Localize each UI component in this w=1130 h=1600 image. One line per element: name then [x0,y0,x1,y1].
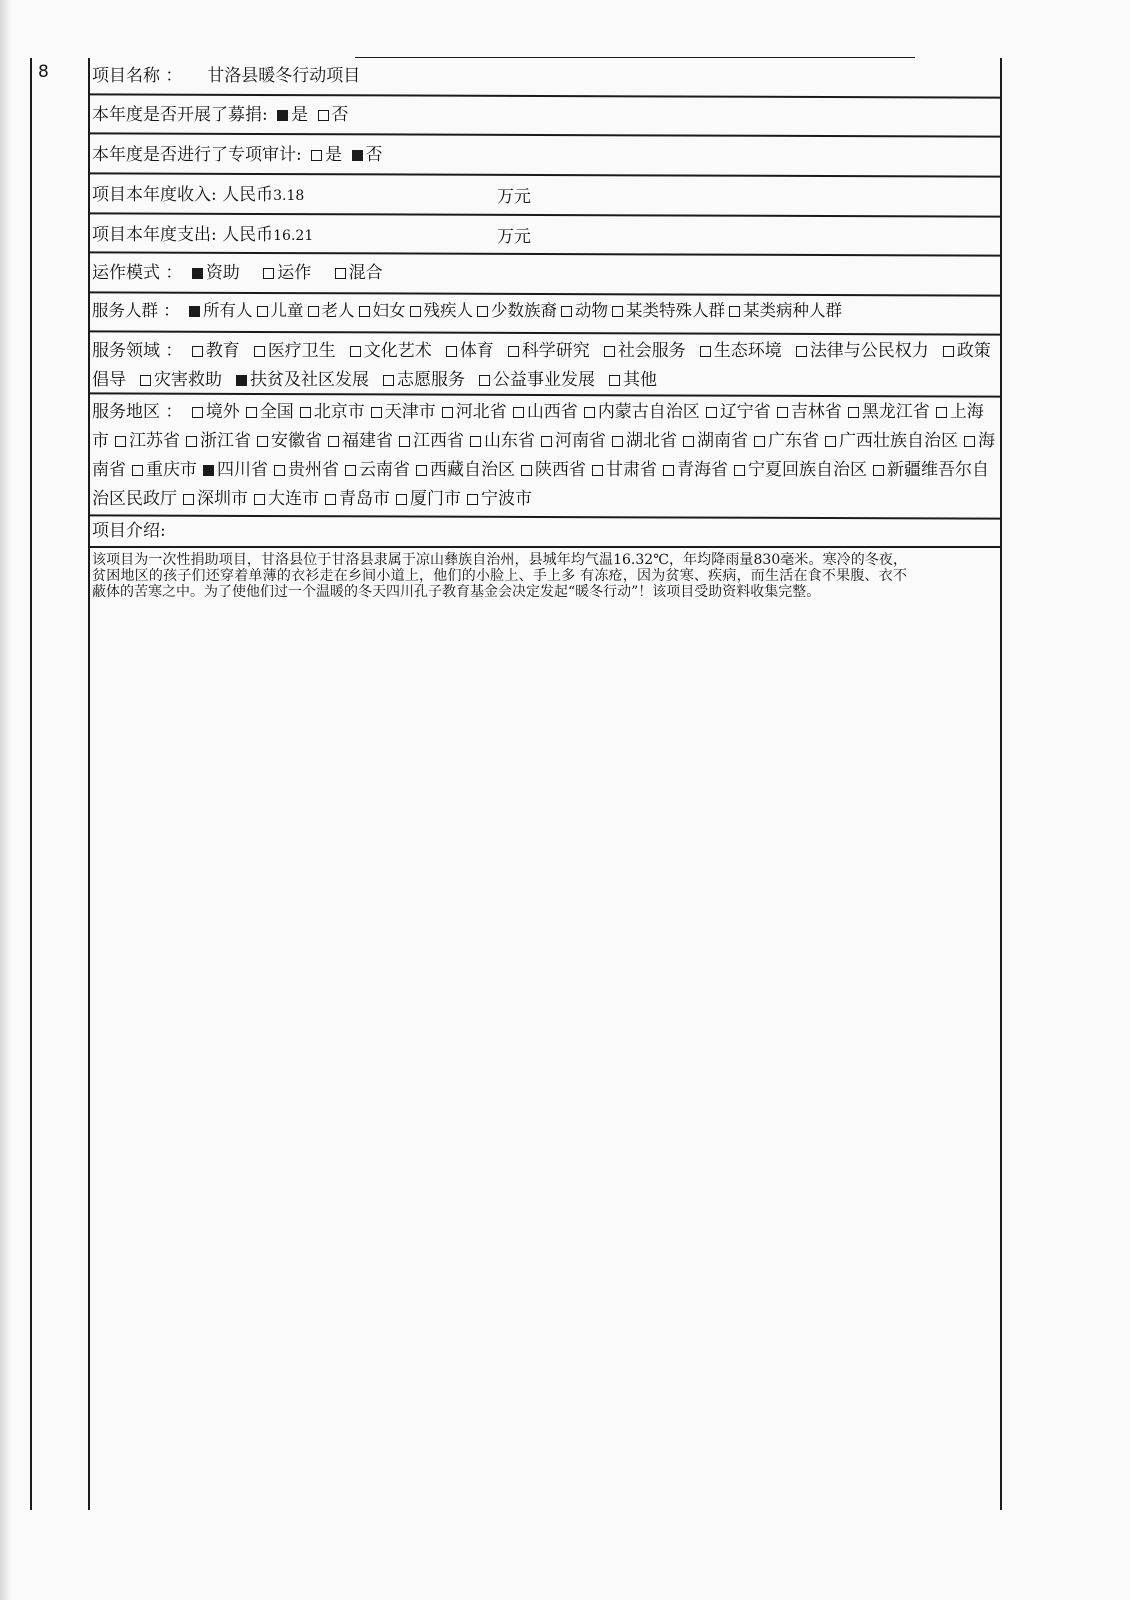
option-label: 其他 [623,370,657,390]
option-label: 老人 [321,301,355,320]
checkbox-checked-icon[interactable] [203,465,214,476]
service-field-option[interactable] [696,341,782,361]
option-label: 混合 [348,263,383,283]
checkbox-empty-icon[interactable] [383,375,394,386]
checkbox-empty-icon[interactable] [612,306,623,317]
checkbox-empty-icon[interactable] [964,436,975,447]
checkbox-empty-icon[interactable] [325,494,336,505]
checkbox-empty-icon[interactable] [359,306,370,317]
checkbox-empty-icon[interactable] [467,494,478,505]
option-label: 北京市 [313,402,365,422]
service-fields-options [92,341,991,390]
fundraising-option-yes[interactable] [273,105,308,125]
option-label: 妇女 [372,301,406,320]
option-label: 湖南省 [697,431,748,451]
checkbox-empty-icon[interactable] [943,346,954,357]
introduction-label: 项目介绍: [92,521,166,541]
service-region-option[interactable] [128,460,197,480]
special-audit-option-yes[interactable] [307,145,342,165]
option-label: 四川省 [217,460,268,480]
service-field-option[interactable] [605,370,657,390]
service-region-option[interactable] [438,402,507,422]
service-field-option[interactable] [475,370,595,390]
checkbox-checked-icon[interactable] [189,306,200,317]
introduction-text: 该项目为一次性捐助项目，甘洛县位于甘洛县隶属于凉山彝族自治州，县城年均气温16.32℃，年均降雨量830毫米。寒冷的冬夜，贫困地区的孩子们还穿着单薄的衣衫走在乡间小道上，他们的小脸上、手上多 有冻疮，因为贫寒、疾病，而生活在食不果腹、衣不蔽体的苦寒之中。为了使他们过一个温暖的冬天四川孔子教育基金会决定发起“暖冬行动”！该项目受助资料收集完整。 [92,552,907,600]
service-fields-field [92,337,1002,395]
expense-currency: 人民币 [222,225,274,245]
checkbox-empty-icon[interactable] [257,306,268,317]
checkbox-empty-icon[interactable] [592,465,603,476]
option-label: 厦门市 [410,489,461,509]
option-label: 动物 [575,301,608,320]
checkbox-empty-icon[interactable] [410,306,421,317]
option-label: 否 [365,145,383,165]
option-label: 青海省 [677,460,728,480]
option-label: 浙江省 [200,431,251,451]
service-region-option[interactable] [199,460,268,480]
option-label: 政策倡导 [92,341,991,390]
table-left-border [30,58,32,1510]
service-group-option[interactable] [185,301,253,320]
service-region-option[interactable] [773,402,842,422]
row-divider [88,546,1000,548]
option-label: 陕西省 [535,460,586,480]
checkbox-checked-icon[interactable] [192,268,203,279]
table-right-border [1000,58,1002,1510]
service-regions-options [92,402,995,509]
checkbox-empty-icon[interactable] [604,346,615,357]
row-divider [88,291,1000,296]
option-label: 全国 [259,402,294,422]
service-region-option[interactable] [844,402,930,422]
checkbox-empty-icon[interactable] [257,436,268,447]
checkbox-empty-icon[interactable] [936,407,947,418]
checkbox-empty-icon[interactable] [274,465,285,476]
expense-field [92,224,592,247]
option-label: 天津市 [384,402,436,422]
service-field-option[interactable] [232,370,369,390]
option-label: 文化艺术 [363,341,432,361]
checkbox-empty-icon[interactable] [734,465,745,476]
service-group-option[interactable] [608,301,725,320]
checkbox-empty-icon[interactable] [192,346,203,357]
option-label: 境外 [205,402,240,422]
checkbox-empty-icon[interactable] [513,407,524,418]
checkbox-empty-icon[interactable] [416,465,427,476]
checkbox-empty-icon[interactable] [318,110,329,121]
checkbox-empty-icon[interactable] [777,407,788,418]
option-label: 科学研究 [521,341,590,361]
option-label: 否 [331,105,349,125]
checkbox-empty-icon[interactable] [848,407,859,418]
service-group-option[interactable] [725,301,842,320]
checkbox-empty-icon[interactable] [345,465,356,476]
service-region-option[interactable] [730,460,867,480]
special-audit-option-no[interactable] [348,145,383,165]
row-divider [88,330,1000,335]
service-field-option[interactable] [442,341,494,361]
checkbox-empty-icon[interactable] [371,407,382,418]
checkbox-empty-icon[interactable] [477,306,488,317]
service-region-option[interactable] [517,460,586,480]
fundraising-field [92,104,349,126]
option-label: 广西壮族自治区 [839,431,958,451]
service-group-option[interactable] [253,301,304,320]
income-label: 项目本年度收入: [92,185,217,205]
option-label: 教育 [205,341,240,361]
operation-mode-label: 运作模式 ： [92,263,183,283]
service-region-option[interactable] [392,489,461,509]
expense-amount: 16.21 [273,228,314,244]
income-currency: 人民币 [222,185,274,205]
option-label: 安徽省 [271,431,322,451]
option-label: 吉林省 [790,402,842,422]
row-divider [88,514,1000,519]
service-groups-field [92,300,842,322]
service-region-option[interactable] [188,402,240,422]
checkbox-empty-icon[interactable] [663,465,674,476]
option-label: 重庆市 [146,460,197,480]
service-region-option[interactable] [679,431,748,451]
row-divider [88,93,1000,98]
operation-mode-field [92,262,383,284]
service-field-option[interactable] [188,341,240,361]
service-region-option[interactable] [395,431,464,451]
option-label: 河南省 [555,431,606,451]
option-label: 江西省 [413,431,464,451]
checkbox-empty-icon[interactable] [508,346,519,357]
service-groups-label: 服务人群 ： [92,301,180,320]
service-field-option[interactable] [250,341,336,361]
service-region-option[interactable] [296,402,365,422]
checkbox-checked-icon[interactable] [236,375,247,386]
option-label: 法律与公民权力 [809,341,929,361]
service-group-option[interactable] [557,301,608,320]
option-label: 山东省 [484,431,535,451]
checkbox-empty-icon[interactable] [396,494,407,505]
checkbox-empty-icon[interactable] [263,268,274,279]
option-label: 医疗卫生 [267,341,336,361]
checkbox-empty-icon[interactable] [246,407,257,418]
service-regions-label: 服务地区 ： [92,402,183,422]
row-divider [88,212,1000,217]
checkbox-empty-icon[interactable] [132,465,143,476]
fundraising-label: 本年度是否开展了募捐: [92,105,268,125]
service-region-option[interactable] [250,489,319,509]
checkbox-empty-icon[interactable] [350,346,361,357]
service-region-option[interactable] [412,460,515,480]
checkbox-empty-icon[interactable] [308,306,319,317]
checkbox-empty-icon[interactable] [140,375,151,386]
option-label: 儿童 [270,301,304,320]
service-fields-label: 服务领域 ： [92,341,183,361]
service-region-option[interactable] [367,402,436,422]
checkbox-empty-icon[interactable] [729,306,740,317]
option-label: 黑龙江省 [861,402,930,422]
checkbox-empty-icon[interactable] [399,436,410,447]
checkbox-empty-icon[interactable] [584,407,595,418]
expense-unit: 万元 [497,227,531,247]
service-region-option[interactable] [270,460,339,480]
service-region-option[interactable] [466,431,535,451]
option-label: 所有人 [203,301,253,320]
operation-mode-option[interactable] [188,263,240,283]
option-label: 公益事业发展 [493,370,595,390]
checkbox-empty-icon[interactable] [796,346,807,357]
option-label: 上海市 [92,402,984,451]
checkbox-empty-icon[interactable] [335,268,346,279]
option-label: 海南省 [92,431,995,480]
service-group-option[interactable] [473,301,557,320]
checkbox-empty-icon[interactable] [442,407,453,418]
scan-edge-shadow [0,0,12,1600]
service-region-option[interactable] [111,431,180,451]
checkbox-checked-icon[interactable] [352,150,363,161]
option-label: 青岛市 [339,489,390,509]
option-label: 残疾人 [423,301,473,320]
option-label: 山西省 [526,402,578,422]
row-number: 8 [38,62,49,82]
special-audit-field [92,144,383,166]
checkbox-empty-icon[interactable] [700,346,711,357]
income-field [92,184,592,207]
checkbox-empty-icon[interactable] [873,465,884,476]
option-label: 某类病种人群 [743,301,842,320]
checkbox-empty-icon[interactable] [186,436,197,447]
table-column-divider [88,58,90,1510]
checkbox-empty-icon[interactable] [609,375,620,386]
option-label: 江苏省 [129,431,180,451]
checkbox-empty-icon[interactable] [192,407,203,418]
service-field-option[interactable] [136,370,222,390]
service-region-option[interactable] [509,402,578,422]
service-region-option[interactable] [324,431,393,451]
option-label: 某类特殊人群 [626,301,725,320]
project-name-field [92,65,360,87]
option-label: 大连市 [268,489,319,509]
option-label: 少数族裔 [491,301,557,320]
option-label: 云南省 [359,460,410,480]
service-region-option[interactable] [537,431,606,451]
checkbox-empty-icon[interactable] [825,436,836,447]
expense-label: 项目本年度支出: [92,225,217,245]
option-label: 福建省 [342,431,393,451]
option-label: 资助 [205,263,240,283]
service-region-option[interactable] [179,489,248,509]
option-label: 是 [291,105,309,125]
service-field-option[interactable] [346,341,432,361]
checkbox-empty-icon[interactable] [706,407,717,418]
income-amount: 3.18 [273,188,305,204]
service-group-option[interactable] [355,301,406,320]
service-region-option[interactable] [702,402,771,422]
option-label: 内蒙古自治区 [597,402,700,422]
service-region-option[interactable] [580,402,700,422]
project-name-label: 项目名称 ： [92,66,183,86]
service-groups-options [185,301,842,320]
checkbox-empty-icon[interactable] [300,407,311,418]
checkbox-empty-icon[interactable] [479,375,490,386]
option-label: 西藏自治区 [430,460,515,480]
checkbox-empty-icon[interactable] [541,436,552,447]
option-label: 甘肃省 [606,460,657,480]
operation-mode-option[interactable] [331,263,383,283]
service-region-option[interactable] [659,460,728,480]
option-label: 宁波市 [481,489,532,509]
option-label: 宁夏回族自治区 [748,460,867,480]
option-label: 志愿服务 [397,370,465,390]
service-region-option[interactable] [608,431,677,451]
checkbox-empty-icon[interactable] [446,346,457,357]
checkbox-empty-icon[interactable] [254,494,265,505]
option-label: 体育 [459,341,494,361]
service-region-option[interactable] [821,431,958,451]
option-label: 湖北省 [626,431,677,451]
service-group-option[interactable] [304,301,355,320]
service-region-option[interactable] [182,431,251,451]
service-region-option[interactable] [463,489,532,509]
checkbox-empty-icon[interactable] [328,436,339,447]
service-field-option[interactable] [600,341,686,361]
service-region-option[interactable] [321,489,390,509]
checkbox-checked-icon[interactable] [277,110,288,121]
option-label: 扶贫及社区发展 [250,370,369,390]
option-label: 运作 [277,263,312,283]
option-label: 是 [325,145,343,165]
service-region-option[interactable] [253,431,322,451]
checkbox-empty-icon[interactable] [254,346,265,357]
row-divider [88,172,1000,177]
service-region-option[interactable] [588,460,657,480]
option-label: 社会服务 [617,341,686,361]
row-divider [355,57,915,58]
option-label: 河北省 [455,402,507,422]
checkbox-empty-icon[interactable] [754,436,765,447]
checkbox-empty-icon[interactable] [311,150,322,161]
checkbox-empty-icon[interactable] [683,436,694,447]
service-field-option[interactable] [792,341,929,361]
checkbox-empty-icon[interactable] [115,436,126,447]
fundraising-option-no[interactable] [314,105,349,125]
checkbox-empty-icon[interactable] [521,465,532,476]
checkbox-empty-icon[interactable] [561,306,572,317]
option-label: 新疆维吾尔自治区民政厅 [92,460,989,509]
service-regions-field [92,398,1002,514]
service-region-option[interactable] [242,402,294,422]
service-region-option[interactable] [341,460,410,480]
row-divider [88,251,1000,256]
operation-mode-option[interactable] [259,263,311,283]
service-field-option[interactable] [504,341,590,361]
checkbox-empty-icon[interactable] [612,436,623,447]
option-label: 深圳市 [197,489,248,509]
option-label: 辽宁省 [719,402,771,422]
option-label: 生态环境 [713,341,782,361]
checkbox-empty-icon[interactable] [183,494,194,505]
checkbox-empty-icon[interactable] [470,436,481,447]
service-field-option[interactable] [379,370,465,390]
option-label: 广东省 [768,431,819,451]
income-unit: 万元 [497,187,531,207]
special-audit-label: 本年度是否进行了专项审计: [92,145,302,165]
service-region-option[interactable] [750,431,819,451]
project-name-value: 甘洛县暖冬行动项目 [207,66,361,86]
option-label: 灾害救助 [154,370,222,390]
option-label: 贵州省 [288,460,339,480]
row-divider [88,132,1000,137]
service-group-option[interactable] [406,301,474,320]
